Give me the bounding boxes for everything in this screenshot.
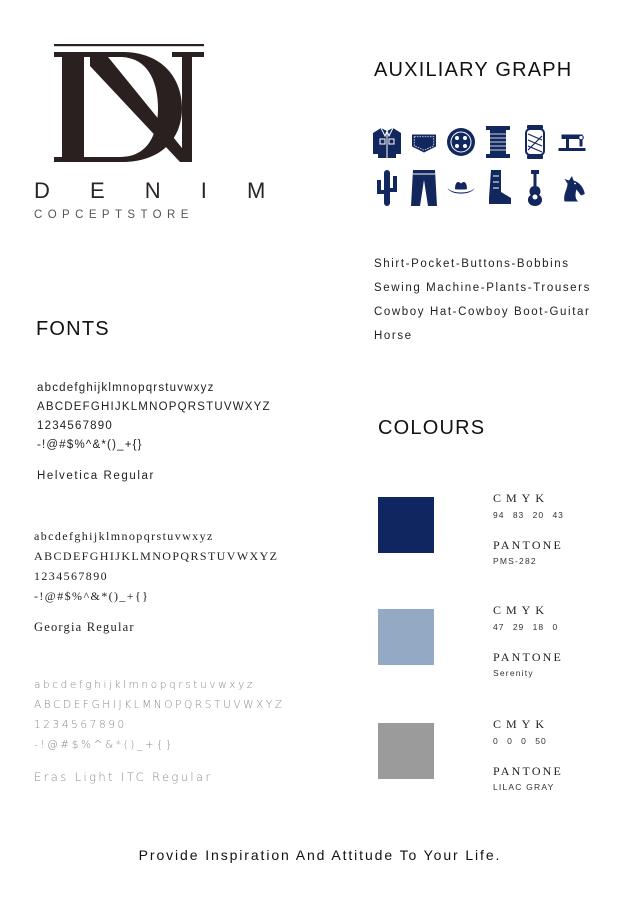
- colour-swatch-gray: [378, 723, 434, 779]
- sample-uppercase: ABCDEFGHIJKLMNOPQRSTUVWXYZ: [34, 699, 285, 711]
- sample-symbols: -!@#$%^&*()_+{}: [37, 439, 143, 451]
- auxiliary-graph-title: AUXILIARY GRAPH: [374, 59, 573, 81]
- colour-spec-2: [493, 603, 563, 678]
- font-sample-georgia: [34, 526, 278, 637]
- cowboy-boot-icon: [483, 168, 513, 208]
- sample-uppercase: ABCDEFGHIJKLMNOPQRSTUVWXYZ: [37, 401, 271, 413]
- pantone-value: Serenity: [493, 668, 534, 678]
- sample-uppercase: ABCDEFGHIJKLMNOPQRSTUVWXYZ: [34, 549, 279, 563]
- guitar-icon: [520, 168, 550, 208]
- horse-icon: [557, 168, 587, 208]
- caption-line: Horse: [374, 330, 413, 342]
- icon-row-1: [372, 122, 587, 162]
- sample-symbols: -!@#$%^&*()_+{}: [34, 739, 175, 751]
- icon-row-2: [372, 168, 587, 208]
- pantone-label: PANTONE: [493, 764, 564, 778]
- cmyk-label: CMYK: [493, 491, 550, 505]
- colour-spec-1: [493, 491, 564, 566]
- sewing-machine-icon: [557, 122, 587, 162]
- sample-lowercase: abcdefghijklmnopqrstuvwxyz: [37, 382, 215, 394]
- colour-swatch-navy: [378, 497, 434, 553]
- denim-logo: [52, 44, 212, 168]
- colour-spec-3: [493, 717, 563, 792]
- pantone-value: LILAC GRAY: [493, 782, 555, 792]
- caption-line: Cowboy Hat-Cowboy Boot-Guitar: [374, 306, 591, 318]
- bobbin-icon: [483, 122, 513, 162]
- cactus-icon: [372, 168, 402, 208]
- thread-spool-icon: [520, 122, 550, 162]
- pocket-icon: [409, 122, 439, 162]
- colours-title: COLOURS: [378, 417, 486, 439]
- sample-digits: 1234567890: [34, 569, 108, 583]
- sample-lowercase: abcdefghijklmnopqrstuvwxyz: [34, 679, 256, 691]
- sample-symbols: -!@#$%^&*()_+{}: [34, 589, 150, 603]
- pantone-label: PANTONE: [493, 650, 564, 664]
- cmyk-label: CMYK: [493, 717, 550, 731]
- font-name: Helvetica Regular: [37, 470, 155, 482]
- auxiliary-caption: [374, 252, 591, 348]
- brand-subtitle: COPCEPTSTORE: [34, 209, 194, 221]
- font-sample-eras: [34, 675, 285, 787]
- cmyk-value: 94 83 20 43: [493, 510, 564, 520]
- cmyk-value: 47 29 18 0: [493, 622, 559, 632]
- font-sample-helvetica: [37, 379, 271, 486]
- pantone-value: PMS-282: [493, 556, 537, 566]
- colour-swatch-serenity: [378, 609, 434, 665]
- cmyk-label: CMYK: [493, 603, 550, 617]
- pantone-label: PANTONE: [493, 538, 564, 552]
- cowboy-hat-icon: [446, 168, 476, 208]
- trousers-icon: [409, 168, 439, 208]
- sample-lowercase: abcdefghijklmnopqrstuvwxyz: [34, 529, 214, 543]
- caption-line: Sewing Machine-Plants-Trousers: [374, 282, 591, 294]
- font-name: Eras Light ITC Regular: [34, 770, 213, 784]
- brand-name: D E N I M: [34, 178, 283, 203]
- shirt-icon: [372, 122, 402, 162]
- caption-line: Shirt-Pocket-Buttons-Bobbins: [374, 258, 570, 270]
- font-name: Georgia Regular: [34, 620, 135, 634]
- sample-digits: 1234567890: [37, 420, 113, 432]
- cmyk-value: 0 0 0 50: [493, 736, 547, 746]
- tagline: Provide Inspiration And Attitude To Your Life.: [138, 847, 502, 863]
- sample-digits: 1234567890: [34, 719, 127, 731]
- fonts-title: FONTS: [36, 318, 110, 340]
- button-icon: [446, 122, 476, 162]
